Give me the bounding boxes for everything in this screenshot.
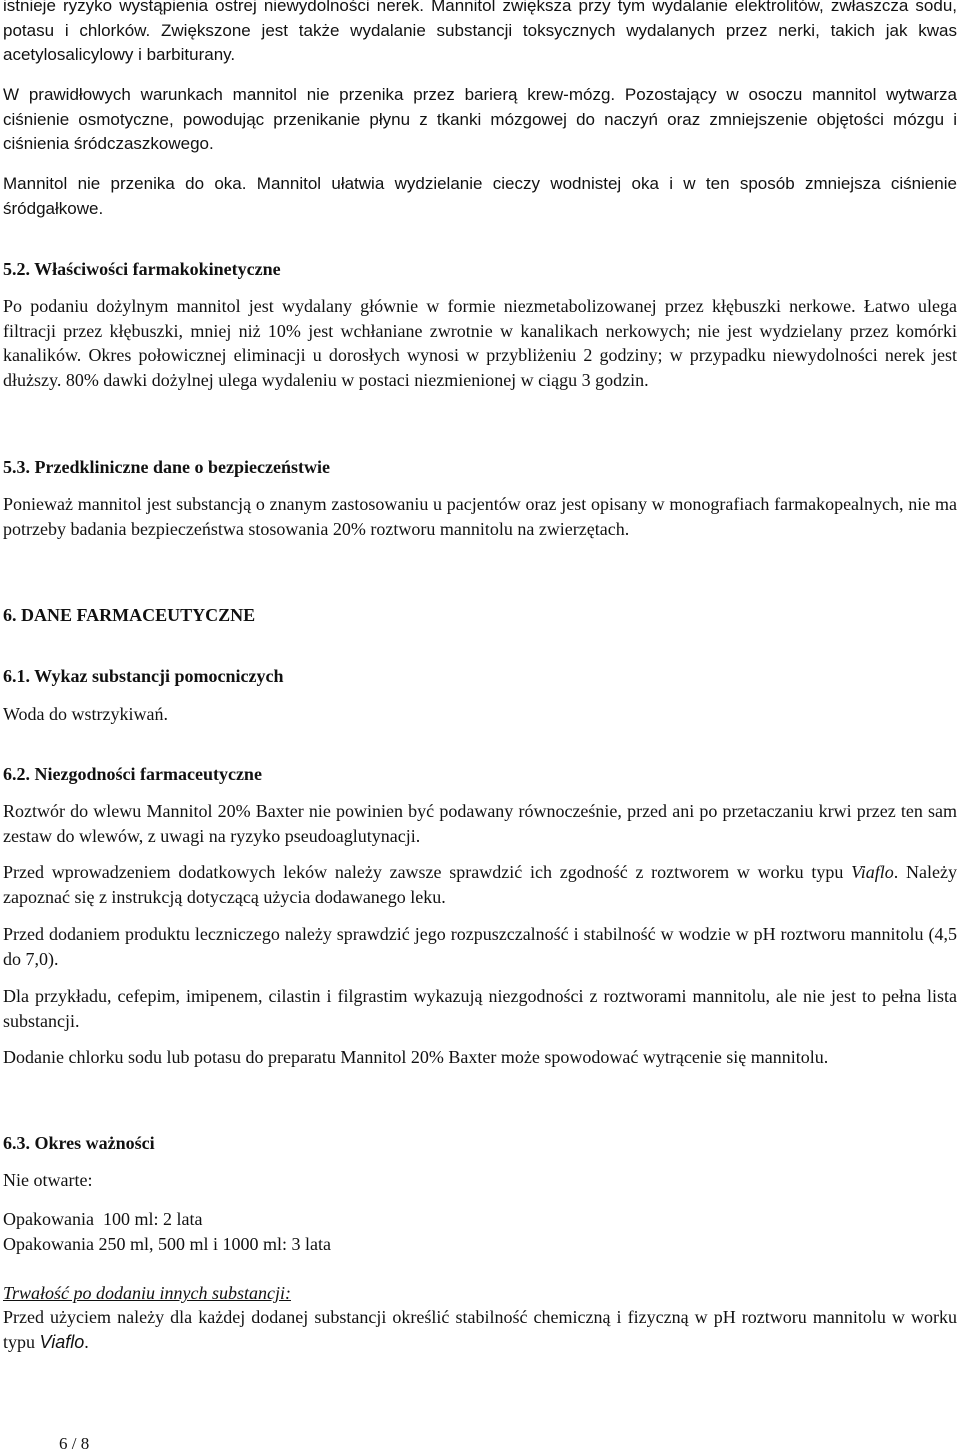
- section-title: Niezgodności farmaceutyczne: [30, 764, 262, 784]
- text: Ponieważ mannitol jest substancją o znanym zastosowaniu u pacjentów oraz jest opisany w monografiach farmakopealnych, nie ma potrzeby badania bezpieczeństwa stosowania 20% roztworu mannitolu na zwierzętach.: [3, 494, 957, 539]
- paragraph-incompat-4: [3, 984, 957, 1033]
- paragraph-stability: [3, 1305, 957, 1354]
- text: Łatwo ulega filtracji przez kłębuszki, mniej niż 10% jest wchłaniane zwrotnie w kanalikach nerkowych; nie jest wydzielany przez komórki kanalików.: [3, 296, 957, 365]
- text: Przed dodaniem produktu leczniczego należy sprawdzić jego rozpuszczalność i stabilność w wodzie w pH roztworu mannitolu (4,5 do 7,0).: [3, 924, 957, 969]
- paragraph-pharmacokinetics: [3, 294, 957, 392]
- text: istnieje ryzyko wystąpienia ostrej niewydolności nerek. Mannitol zwiększa przy tym wydalanie elektrolitów, zwłaszcza sodu, potasu i chlorków. Zwiększone jest także wydalanie substancji toksycznych wydalanych przez nerki, takich jak kwas acetylosalicylowy i barbiturany.: [3, 0, 957, 64]
- section-number: 6.3.: [3, 1133, 30, 1153]
- text: . Należy zapoznać się z instrukcją dotyczącą użycia dodawanego leku.: [3, 862, 957, 907]
- heading-5-2: [3, 257, 957, 282]
- section-number: 5.3.: [3, 457, 30, 477]
- paragraph-preclinical: [3, 492, 957, 541]
- paragraph-incompat-1: [3, 799, 957, 848]
- paragraph-excipients: [3, 702, 957, 727]
- paragraph-renal-effects: [3, 0, 957, 68]
- paragraph-incompat-5: [3, 1045, 957, 1070]
- text: Mannitol ułatwia wydzielanie cieczy wodnistej oka i w ten sposób zmniejsza ciśnienie śródgałkowe.: [3, 174, 957, 218]
- heading-6: [3, 603, 957, 628]
- paragraph-incompat-3: [3, 922, 957, 971]
- text: Pozostający w osoczu mannitol wytwarza ciśnienie osmotyczne, powodując przenikanie płynu z tkanki mózgowej do naczyń oraz zmniejszenie objętości mózgu i ciśnienia śródczaszkowego.: [3, 85, 957, 153]
- text: Przed wprowadzeniem dodatkowych leków należy zawsze sprawdzić ich zgodność z roztworem w worku typu: [3, 862, 852, 882]
- heading-5-3: [3, 455, 957, 480]
- line-pack-100: [3, 1207, 957, 1232]
- section-number: 6.2.: [3, 764, 30, 784]
- text: Trwałość po dodaniu innych substancji:: [3, 1283, 291, 1303]
- product-name: Viaflo: [851, 862, 894, 882]
- line-pack-250-1000: [3, 1232, 957, 1257]
- section-number: 6.1.: [3, 666, 30, 686]
- section-title: Wykaz substancji pomocniczych: [30, 666, 284, 686]
- product-name: Viaflo: [39, 1331, 85, 1352]
- text: Opakowania 100 ml: 2 lata: [3, 1209, 203, 1229]
- heading-6-2: [3, 762, 957, 787]
- text: Po podaniu dożylnym mannitol jest wydalany głównie w formie niezmetabolizowanej przez kłębuszki nerkowe.: [3, 296, 856, 316]
- text: W prawidłowych warunkach mannitol nie przenika przez barierą krew-mózg.: [3, 85, 616, 104]
- text: Okres połowicznej eliminacji u dorosłych wynosi w przybliżeniu 2 godziny; w przypadku niewydolności nerek jest dłuższy. 80% dawki dożylnej ulega wydaleniu w postaci niezmienionej w ciągu 3 godzin.: [3, 345, 957, 390]
- section-title: 6. DANE FARMACEUTYCZNE: [3, 605, 256, 625]
- line-stability-heading: [3, 1281, 957, 1306]
- text: .: [84, 1331, 89, 1352]
- text: Dodanie chlorku sodu lub potasu do preparatu Mannitol 20% Baxter może spowodować wytrącenie się mannitolu.: [3, 1047, 829, 1067]
- text: Opakowania 250 ml, 500 ml i 1000 ml: 3 lata: [3, 1234, 331, 1254]
- section-title: Okres ważności: [30, 1133, 155, 1153]
- heading-6-1: [3, 664, 957, 689]
- text: Przed użyciem należy dla każdej dodanej substancji określić stabilność chemiczną i fizyczną w pH roztworu mannitolu w worku typu: [3, 1307, 957, 1352]
- line-unopened: [3, 1168, 957, 1193]
- section-number: 5.2.: [3, 259, 30, 279]
- text: Nie otwarte:: [3, 1170, 93, 1190]
- text: Roztwór do wlewu Mannitol 20% Baxter nie powinien być podawany równocześnie, przed ani po przetaczaniu krwi przez ten sam zestaw do wlewów, z uwagi na ryzyko pseudoaglutynacji.: [3, 801, 957, 846]
- paragraph-blood-brain-barrier: [3, 83, 957, 157]
- paragraph-eye: [3, 172, 957, 221]
- text: Dla przykładu, cefepim, imipenem, cilastin i filgrastim wykazują niezgodności z roztworami mannitolu, ale nie jest to pełna lista substancji.: [3, 986, 957, 1031]
- text: Woda do wstrzykiwań.: [3, 704, 169, 724]
- paragraph-incompat-2: [3, 860, 957, 909]
- page-number: 6 / 8: [59, 1434, 90, 1453]
- heading-6-3: [3, 1131, 957, 1156]
- section-title: Przedkliniczne dane o bezpieczeństwie: [30, 457, 330, 477]
- text: Mannitol nie przenika do oka.: [3, 174, 247, 193]
- section-title: Właściwości farmakokinetyczne: [30, 259, 281, 279]
